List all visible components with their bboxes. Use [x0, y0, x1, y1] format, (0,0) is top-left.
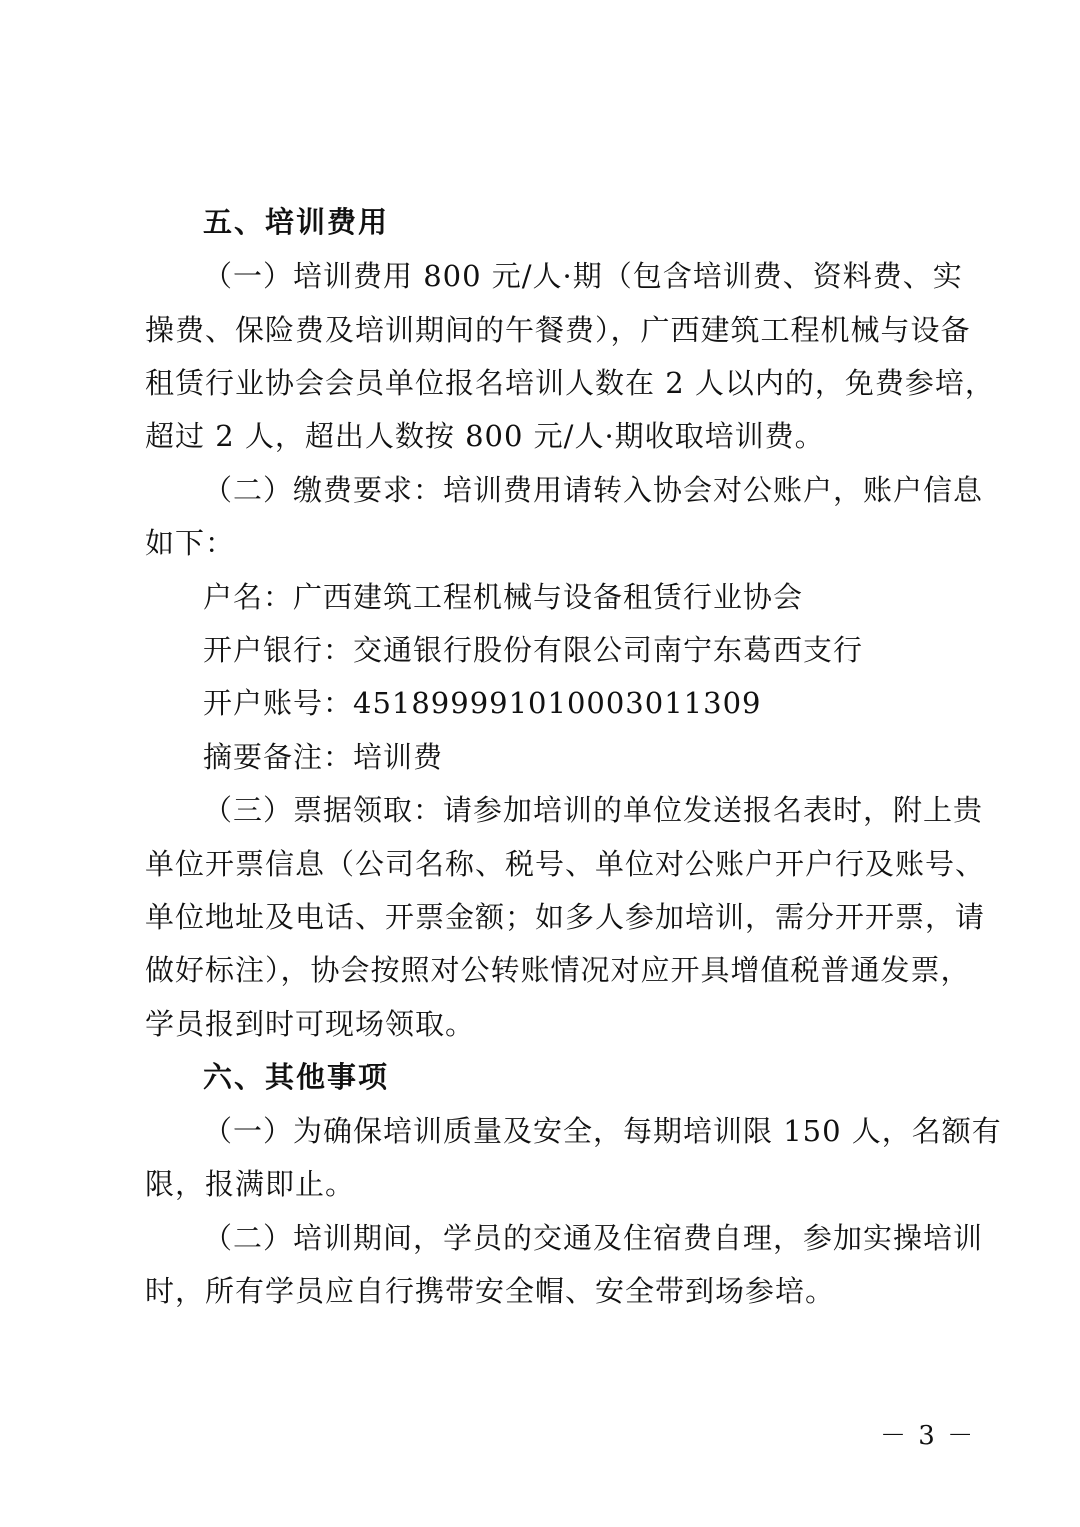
- paragraph-line: 如下：: [145, 526, 236, 560]
- paragraph-line: （一）为确保培训质量及安全，每期培训限 150 人，名额有: [203, 1114, 1002, 1148]
- paragraph-line: 单位开票信息（公司名称、税号、单位对公账户开户行及账号、: [145, 847, 986, 881]
- section-heading-other-matters: 六、其他事项: [203, 1060, 390, 1094]
- account-bank: 开户银行：交通银行股份有限公司南宁东葛西支行: [203, 633, 864, 667]
- paragraph-line: 限，报满即止。: [145, 1167, 356, 1201]
- paragraph-line: 学员报到时可现场领取。: [145, 1007, 476, 1041]
- paragraph-line: 做好标注），协会按照对公转账情况对应开具增值税普通发票，: [145, 953, 971, 987]
- paragraph-line: （二）缴费要求：培训费用请转入协会对公账户，账户信息: [203, 473, 984, 507]
- paragraph-line: （三）票据领取：请参加培训的单位发送报名表时，附上贵: [203, 793, 984, 827]
- account-memo: 摘要备注：培训费: [203, 740, 444, 774]
- paragraph-line: 操费、保险费及培训期间的午餐费），广西建筑工程机械与设备: [145, 313, 971, 347]
- account-name: 户名：广西建筑工程机械与设备租赁行业协会: [203, 580, 804, 614]
- paragraph-line: （一）培训费用 800 元/人·期（包含培训费、资料费、实: [203, 259, 963, 293]
- page-number: － 3 －: [880, 1421, 976, 1451]
- paragraph-line: 超过 2 人，超出人数按 800 元/人·期收取培训费。: [145, 419, 825, 453]
- paragraph-line: 租赁行业协会会员单位报名培训人数在 2 人以内的，免费参培，: [145, 366, 995, 400]
- paragraph-line: （二）培训期间，学员的交通及住宿费自理，参加实操培训: [203, 1221, 984, 1255]
- account-number: 开户账号：451899991010003011309: [203, 686, 762, 720]
- paragraph-line: 时，所有学员应自行携带安全帽、安全带到场参培。: [145, 1274, 836, 1308]
- paragraph-line: 单位地址及电话、开票金额；如多人参加培训，需分开开票，请: [145, 900, 986, 934]
- section-heading-training-fees: 五、培训费用: [203, 205, 390, 239]
